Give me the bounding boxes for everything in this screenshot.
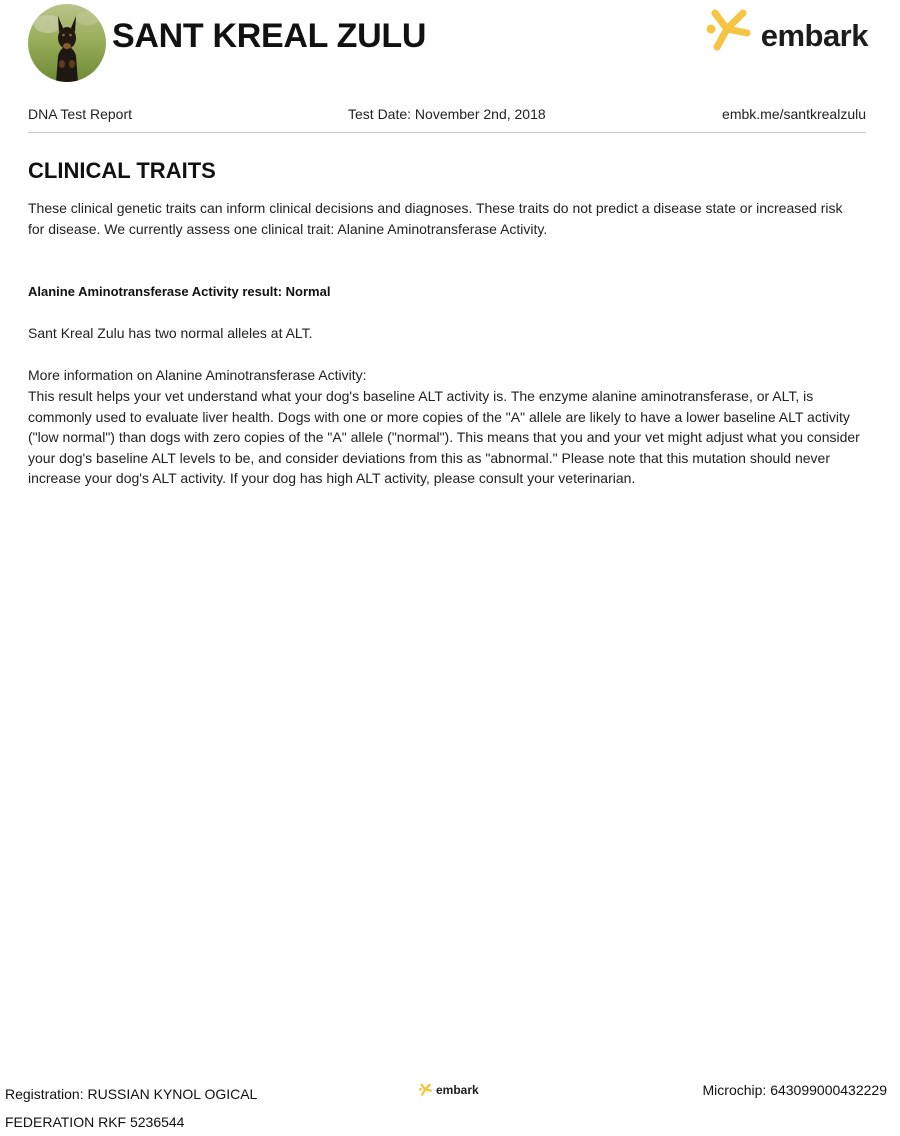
test-date: Test Date: November 2nd, 2018 (348, 106, 546, 122)
dog-name: SANT KREAL ZULU (112, 17, 427, 55)
result-heading: Alanine Aminotransferase Activity result: Normal (28, 284, 331, 299)
section-intro: These clinical genetic traits can inform clinical decisions and diagnoses. These traits do not predict a disease state or increased risk for disease. We currently assess one clinical trait: Alanine Aminotransferase Activity. (28, 200, 843, 237)
microchip-info: Microchip: 643099000432229 (702, 1082, 887, 1098)
footer-embark-wordmark: embark (436, 1083, 479, 1097)
report-header (28, 4, 868, 84)
section-title: CLINICAL TRAITS (28, 158, 216, 183)
more-info-label: More information on Alanine Aminotransferase Activity: (28, 367, 367, 383)
header-divider (28, 132, 866, 133)
embark-wordmark: embark (760, 18, 868, 53)
registration-info: Registration: RUSSIAN KYNOL OGICAL FEDERATION RKF 5236544 (5, 1086, 257, 1130)
embark-mark-icon (703, 7, 757, 55)
footer-embark-logo (418, 1083, 479, 1097)
report-type: DNA Test Report (28, 106, 133, 122)
dog-avatar (28, 4, 106, 82)
dog-photo (28, 4, 106, 82)
report-meta-row (28, 106, 866, 126)
more-info-body: This result helps your vet understand what your dog's baseline ALT activity is. The enzyme alanine aminotransferase, or ALT, is commonly used to evaluate liver health. Dogs with one or more copies of the "A" allele are likely to have a lower baseline ALT activity ("low normal") than dogs with zero copies of the "A" allele ("normal"). This means that you and your vet might adjust what you consider your dog's baseline ALT levels to be, and consider deviations from this as "abnormal." Please note that this mutation should never increase your dog's ALT activity. If your dog has high ALT activity, please consult your veterinarian. (28, 388, 860, 487)
allele-summary: Sant Kreal Zulu has two normal alleles at ALT. (28, 325, 313, 341)
profile-link[interactable]: embk.me/santkrealzulu (722, 106, 866, 122)
embark-logo (703, 6, 868, 56)
embark-mark-icon (418, 1083, 434, 1097)
